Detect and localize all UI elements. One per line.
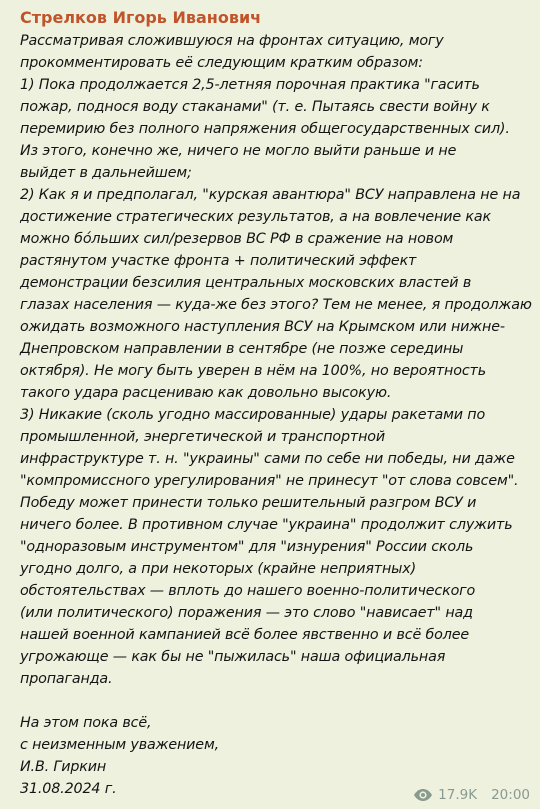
- text-line: такого удара расцениваю как довольно высокую.: [20, 385, 392, 401]
- message-meta: [413, 787, 530, 803]
- text-line: пропаганда.: [20, 671, 113, 687]
- sender-name[interactable]: Стрелков Игорь Иванович: [20, 8, 262, 27]
- text-line: пожар, поднося воду стаканами" (т. е. Пытаясь свести войну к: [20, 99, 490, 115]
- text-line: промышленной, энергетической и транспортной: [20, 429, 386, 445]
- signature-line: с неизменным уважением,: [20, 737, 219, 753]
- text-line: угрожающе — как бы не "пыжилась" наша официальная: [20, 649, 446, 665]
- text-line: перемирию без полного напряжения общегосударственных сил).: [20, 121, 510, 137]
- text-line: нашей военной кампанией всё более явственно и всё более: [20, 627, 470, 643]
- text-line: можно бóльших сил/резервов ВС РФ в сражение на новом: [20, 231, 454, 247]
- text-line: инфраструктуре т. н. "украины" сами по себе ни победы, ни даже: [20, 451, 515, 467]
- text-line: 2) Как я и предполагал, "курская авантюра" ВСУ направлена не на: [20, 187, 521, 203]
- view-count: 17.9K: [438, 787, 478, 803]
- text-line: выйдет в дальнейшем;: [20, 165, 192, 181]
- text-line: демонстрации безсилия центральных московских властей в: [20, 275, 472, 291]
- text-line: растянутом участке фронта + политический эффект: [20, 253, 417, 269]
- message-text: [20, 30, 530, 800]
- text-line: октября). Не могу быть уверен в нём на 100%, но вероятность: [20, 363, 486, 379]
- eye-icon: [413, 788, 433, 802]
- message-time: 20:00: [491, 787, 530, 803]
- text-line: Рассматривая сложившуюся на фронтах ситуацию, могу: [20, 33, 444, 49]
- signature-line: На этом пока всё,: [20, 715, 152, 731]
- text-line: ожидать возможного наступления ВСУ на Крымском или нижне-: [20, 319, 505, 335]
- signature-line: 31.08.2024 г.: [20, 781, 117, 797]
- text-line: 3) Никакие (сколь угодно массированные) удары ракетами по: [20, 407, 486, 423]
- text-line: ничего более. В противном случае "украина" продолжит служить: [20, 517, 513, 533]
- text-line: прокомментировать её следующим кратким образом:: [20, 55, 423, 71]
- text-line: Из этого, конечно же, ничего не могло выйти раньше и не: [20, 143, 457, 159]
- signature-line: И.В. Гиркин: [20, 759, 107, 775]
- text-line: угодно долго, а при некоторых (крайне неприятных): [20, 561, 417, 577]
- text-line: Днепровском направлении в сентябре (не позже середины: [20, 341, 464, 357]
- text-line: глазах населения — куда-же без этого? Тем не менее, я продолжаю: [20, 297, 532, 313]
- text-line: "компромиссного урегулирования" не принесут "от слова совсем".: [20, 473, 519, 489]
- text-line: "одноразовым инструментом" для "изнурения" России сколь: [20, 539, 474, 555]
- text-line: Победу может принести только решительный разгром ВСУ и: [20, 495, 477, 511]
- text-line: 1) Пока продолжается 2,5-летняя порочная практика "гасить: [20, 77, 480, 93]
- text-line: обстоятельствах — вплоть до нашего военно-политического: [20, 583, 476, 599]
- text-line: (или политического) поражения — это слово "нависает" над: [20, 605, 473, 621]
- blank-line: [20, 690, 530, 712]
- text-line: достижение стратегических результатов, а на вовлечение как: [20, 209, 491, 225]
